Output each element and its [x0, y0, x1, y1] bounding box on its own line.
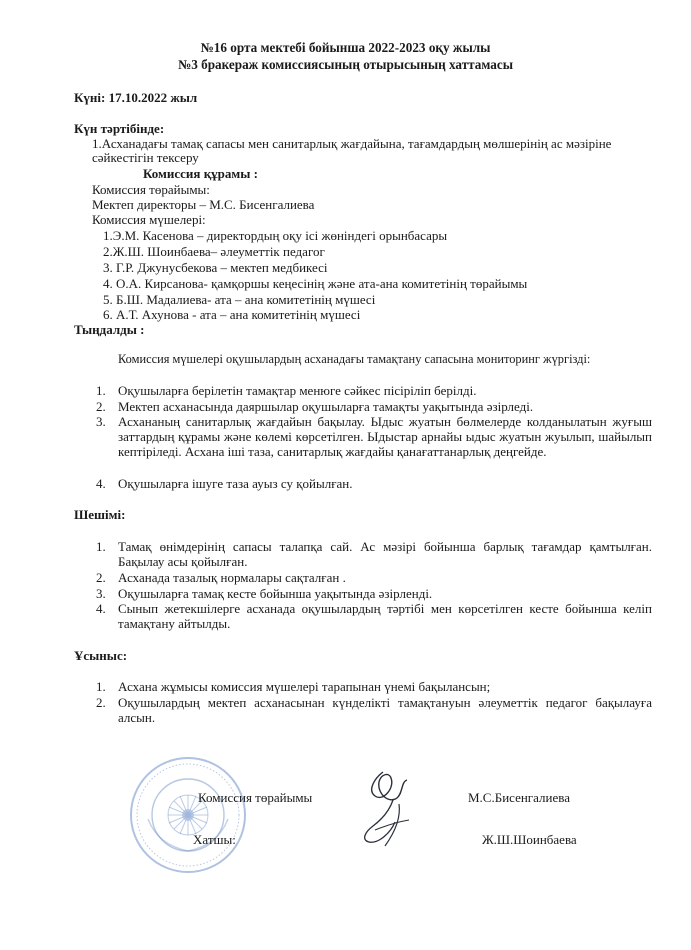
proposal-item-1-text: Асхана жұмысы комиссия мүшелері тарапынан үнемі бақылансын;	[118, 679, 491, 694]
chair-signature-label: Комиссия төрайымы	[198, 790, 313, 805]
heard-heading: Тыңдалды :	[74, 322, 145, 337]
commission-members-label: Комиссия мүшелері:	[92, 212, 206, 227]
commission-member-5: 5. Б.Ш. Мадалиева- ата – ана комитетінің мүшесі	[103, 292, 376, 307]
heard-item-4-num: 4.	[96, 476, 106, 491]
proposal-item-2-text: Оқушылардың мектеп асханасынан күнделікті тамақтануын әлеуметтік педагог бақылауға алсын.	[118, 695, 652, 725]
proposal-item-2-num: 2.	[96, 695, 106, 710]
heard-item-4-text: Оқушыларға ішуге таза ауыз су қойылған.	[118, 476, 353, 491]
heard-item-3-text: Асхананың санитарлық жағдайын бақылау. Ыдыс жуатын бөлмелерде колданылатын жуғыш заттардың құрамы және көлемі көрсетілген. Ыдыстар арнайы ыдыс жуатын жуылып, шайылып кептіріледі. Асхана іші таза, санитарлық жағдайы қанағаттанарлық деңгейде.	[118, 414, 652, 459]
meeting-date: Күні: 17.10.2022 жыл	[74, 90, 198, 105]
document-title-line1: №16 орта мектебі бойынша 2022-2023 оқу жылы	[200, 40, 491, 55]
document-title-line2: №3 бракераж комиссиясының отырысының хаттамасы	[177, 57, 514, 72]
heard-item-3-num: 3.	[96, 414, 106, 429]
commission-chair-name: Мектеп директоры – М.С. Бисенгалиева	[92, 197, 315, 212]
commission-chair-label: Комиссия төрайымы:	[92, 182, 210, 197]
heard-intro: Комиссия мүшелері оқушылардың асханадағы тамақтану сапасына мониторинг жүргізді:	[118, 352, 591, 366]
decision-heading: Шешімі:	[74, 507, 126, 522]
decision-item-3-num: 3.	[96, 586, 106, 601]
commission-member-3: 3. Г.Р. Джунусбекова – мектеп медбикесі	[103, 260, 328, 275]
secretary-signature-name: Ж.Ш.Шоинбаева	[482, 832, 577, 847]
commission-heading: Комиссия құрамы :	[143, 166, 258, 181]
official-stamp-icon	[128, 755, 248, 875]
commission-member-2: 2.Ж.Ш. Шоинбаева– әлеуметтік педагог	[103, 244, 325, 259]
heard-item-1-num: 1.	[96, 383, 106, 398]
heard-item-1-text: Оқушыларға берілетін тамақтар менюге сәйкес пісіріліп берілді.	[118, 383, 477, 398]
signature-icon	[345, 760, 435, 855]
agenda-item-line1: 1.Асханадағы тамақ сапасы мен санитарлық жағдайына, тағамдардың мөлшерінің ас мәзіріне	[92, 136, 612, 151]
decision-item-1-num: 1.	[96, 539, 106, 554]
commission-member-1: 1.Э.М. Касенова – директордың оқу ісі жөніндегі орынбасары	[103, 228, 448, 243]
decision-item-2-text: Асханада тазалық нормалары сақталған .	[118, 570, 346, 585]
agenda-heading: Күн тәртібінде:	[74, 121, 165, 136]
commission-member-4: 4. О.А. Кирсанова- қамқоршы кеңесінің және ата-ана комитетінің төрайымы	[103, 276, 528, 291]
decision-item-4-num: 4.	[96, 601, 106, 616]
heard-item-2-num: 2.	[96, 399, 106, 414]
decision-item-4-text: Сынып жетекшілерге асханада оқушылардың тәртібі мен көрсетілген кесте бойынша келіп тамақтану айтылды.	[118, 601, 652, 631]
agenda-item-line2: сәйкестігін тексеру	[92, 150, 199, 165]
heard-item-2-text: Мектеп асханасында даяршылар оқушыларға тамақты уақытында әзірледі.	[118, 399, 534, 414]
commission-member-6: 6. А.Т. Ахунова - ата – ана комитетінің мүшесі	[103, 307, 361, 322]
secretary-signature-label: Хатшы:	[193, 832, 236, 847]
decision-item-3-text: Оқушыларға тамақ кесте бойынша уақытында әзірленді.	[118, 586, 433, 601]
decision-item-1-text: Тамақ өнімдерінің сапасы талапқа сай. Ас мәзірі бойынша барлық тағамдар қамтылған. Бақылау асы қойылған.	[118, 539, 652, 569]
decision-item-2-num: 2.	[96, 570, 106, 585]
proposal-heading: Ұсыныс:	[74, 648, 128, 663]
proposal-item-1-num: 1.	[96, 679, 106, 694]
chair-signature-name: М.С.Бисенгалиева	[468, 790, 570, 805]
